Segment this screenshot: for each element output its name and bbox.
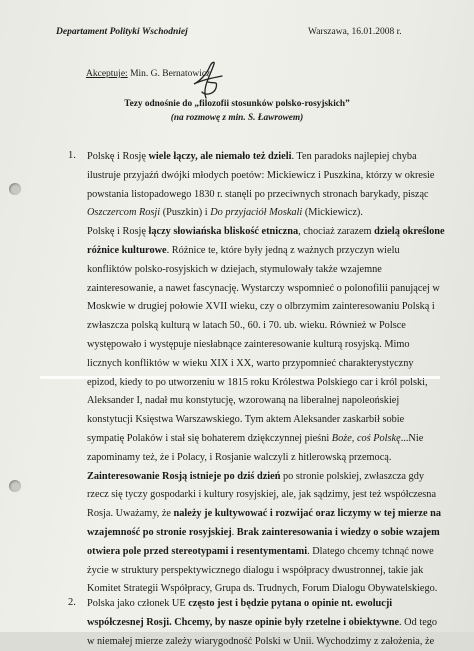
text-line [87,223,465,242]
point-1-text [87,148,465,599]
text-run: Polskę i Rosję [87,226,149,238]
point-number: 2. [68,597,76,608]
text-run: wzajemność po stronie rosyjskiej [87,526,232,538]
text-run: zainteresowanie, a nawet fascynację. Wystarczy wspomnieć o polonofilii panującej w [87,282,440,294]
text-run: należy je kultywować i rozwijać oraz liczymy w tej mierze na [173,508,441,520]
text-run: ...Nie [400,432,424,444]
text-run: współczesnej Rosji. Chcemy, by nasze opinie były rzetelne i obiektywne [87,616,400,628]
text-line [87,430,465,449]
text-run: . Ten paradoks najlepiej chyba [291,151,417,162]
text-run: , chociaż zarazem [298,226,375,238]
text-run: otwiera pole przed stereotypami i resentymentami [87,545,308,557]
text-run: konstytucji Księstwa Warszawskiego. Tym aktem Aleksander zaskarbił sobie [87,414,405,426]
text-line [87,336,465,355]
text-line [87,167,465,186]
text-run: Aleksander I, nadał mu konstytucję, wzorowaną na liberalnej napoleońskiej [87,395,400,407]
text-line [87,486,465,505]
text-run: życie w struktury perspektywicznego dialogu i współpracy dwustronnej, takie jak [87,564,424,576]
text-line [87,543,465,562]
text-line [87,524,465,543]
text-run: Boże, coś Polskę [331,432,401,444]
text-line [87,242,465,261]
text-run: Komitet Strategii Współpracy, Grupa ds. Trudnych, Forum Dialogu Obywatelskiego. [87,583,438,595]
text-run: rzecz się tyczy gospodarki i kultury rosyjskiej, ale, jak sądzimy, jest też współczesna [87,489,437,501]
text-run: zwłaszcza polską kulturą w latach 50., 60. i 70. ub. wieku. Również w Polsce [87,320,406,332]
document-title [0,97,474,125]
text-run: Zainteresowanie Rosją istnieje po dziś dzień [87,470,281,482]
text-line [87,317,465,336]
text-run: Brak zainteresowania i wiedzy o sobie wzajem [236,526,440,538]
text-line [87,468,465,487]
point-number: 1. [68,150,76,161]
text-run: Rosja. Uważamy, że [87,508,174,520]
text-run: w niemałej mierze zależy wiarygodność Polski w Unii. Wychodzimy z założenia, że [87,635,435,647]
text-line [87,449,465,468]
text-line [87,562,465,581]
text-line [87,505,465,524]
text-line [87,204,465,223]
text-run: powstania listopadowego 1830 r. stanęli po przeciwnych stronach barykady, pisząc [87,188,429,200]
text-run: licznych konfliktów w wieku XIX i XX, warto przypomnieć charakterystyczny [87,357,414,369]
text-run: Do przyjaciół Moskali [210,207,303,219]
text-line [87,374,465,393]
text-run: wiele łączy, ale niemało też dzieli [148,151,292,162]
text-run: . Od tego [399,616,438,628]
text-line [87,148,465,167]
text-run: konfliktów polsko-rosyjskich w dziejach, stymulowały także wzajemne [87,263,382,275]
text-run: Polska jako członek UE [87,598,189,609]
text-run: Polskę i Rosję [87,151,149,162]
text-line [87,392,465,411]
punch-hole [9,183,21,195]
text-run: . Różnice te, które były jedną z ważnych przyczyn wielu [166,244,400,256]
department-name: Departament Polityki Wschodniej [56,27,188,37]
text-run: po stronie polskiej, zwłaszcza gdy [280,470,424,482]
text-run: różnice kulturowe [87,244,167,256]
accept-label: Akceptuje: [86,69,128,79]
text-run: . Dlatego chcemy tchnąć nowe [307,545,434,557]
title-line: Tezy odnośnie do „filozofii stosunków polsko-rosyjskich” [124,99,350,109]
text-line [87,633,465,651]
text-run: sympatię Polaków i stał się bohaterem dziękczynnej pieśni [87,432,332,444]
point-2-text [87,595,465,651]
handwritten-signature [188,58,228,102]
text-run: Oszczercom Rosji [87,207,161,219]
text-line [87,261,465,280]
subtitle-line: (na rozmowę z min. S. Ławrowem) [170,113,304,123]
text-run: łączy słowiańska bliskość etniczna [148,226,299,238]
text-line [87,355,465,374]
text-line [87,411,465,430]
text-line [87,280,465,299]
text-line [87,595,465,614]
text-run: dzielą określone [374,226,445,238]
text-line [87,186,465,205]
punch-hole [9,480,21,492]
place-date: Warszawa, 16.01.2008 r. [308,27,402,37]
text-run: zapominamy też, że i Polacy, i Rosjanie walczyli z hitlerowską przemocą. [87,451,392,463]
text-run: . [231,526,237,538]
text-run: ilustruje przyjaźń dwójki młodych poetów: Mickiewicz i Puszkina, którzy w okresie [87,169,435,181]
text-run: epizod, kiedy to po utworzeniu w 1815 roku Królestwa Polskiego car i król polski, [87,376,428,388]
text-run: (Mickiewicz). [302,207,363,219]
text-line [87,298,465,317]
text-run: Moskwie w drugiej połowie XVII wieku, czy o olbrzymim zainteresowaniu Polską i [87,301,435,313]
text-run: (Puszkin) i [160,207,211,219]
text-run: często jest i będzie pytana o opinie nt. ewolucji [188,598,393,609]
text-line [87,614,465,633]
text-run: występowało i występuje niesłabnące zainteresowanie kulturą rosyjską. Mimo [87,338,410,350]
accept-name: Min. G. Bernatowicz [130,69,211,79]
